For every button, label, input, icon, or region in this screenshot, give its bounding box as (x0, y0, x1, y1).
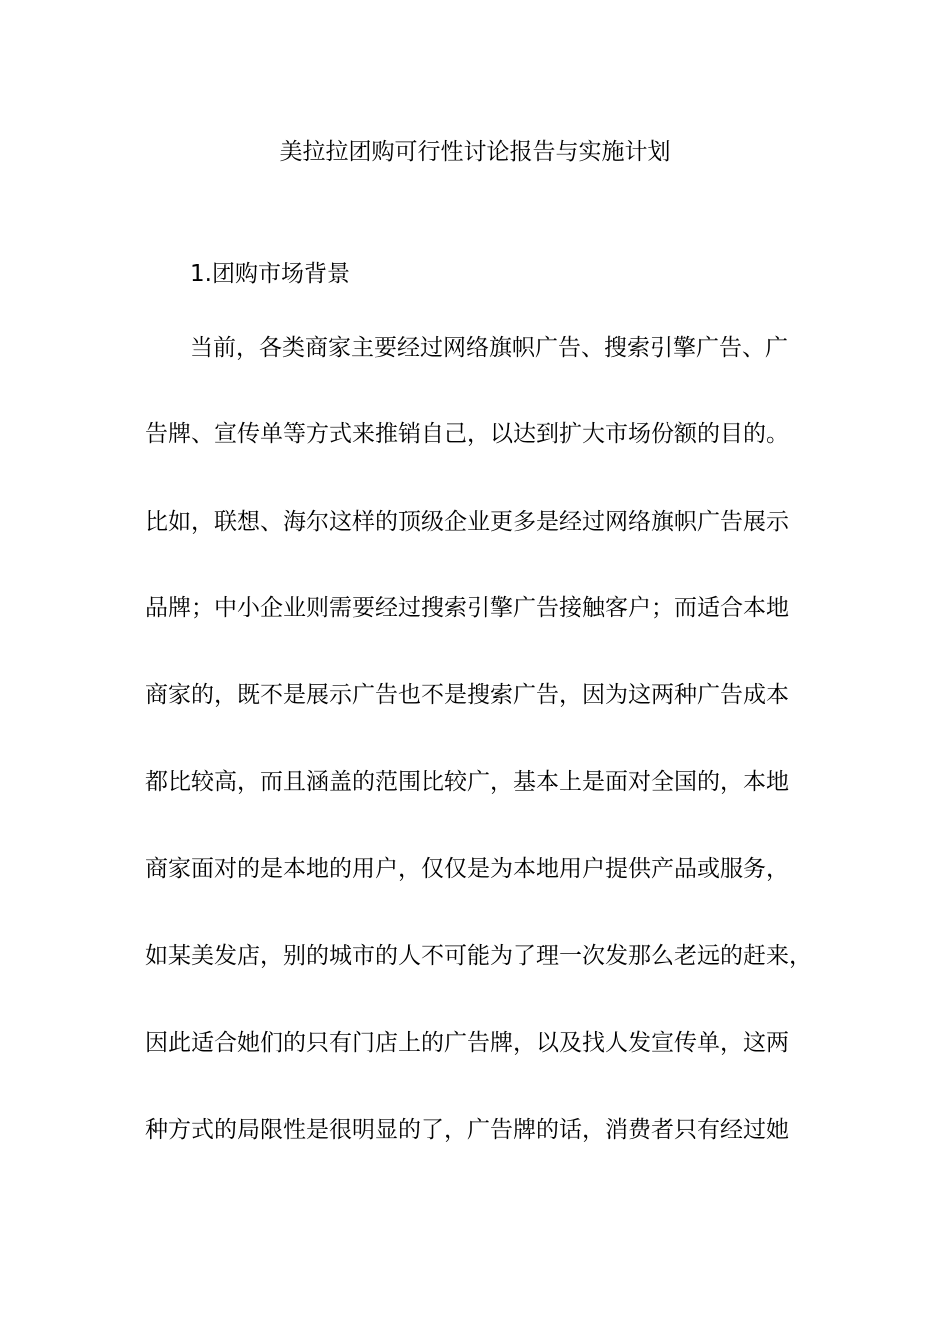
body-line: 品牌；中小企业则需要经过搜索引擎广告接触客户；而适合本地 (145, 595, 789, 621)
body-line: 商家面对的是本地的用户，仅仅是为本地用户提供产品或服务， (145, 856, 789, 882)
body-line: 当前，各类商家主要经过网络旗帜广告、搜索引擎广告、广 (190, 335, 788, 361)
body-line: 告牌、宣传单等方式来推销自己，以达到扩大市场份额的目的。 (145, 421, 789, 447)
body-line: 如某美发店，别的城市的人不可能为了理一次发那么老远的赶来， (145, 943, 812, 969)
document-title: 美拉拉团购可行性讨论报告与实施计划 (279, 139, 671, 165)
body-line: 商家的，既不是展示广告也不是搜索广告，因为这两种广告成本 (145, 682, 789, 708)
body-line: 种方式的局限性是很明显的了，广告牌的话，消费者只有经过她 (145, 1117, 789, 1143)
body-line: 因此适合她们的只有门店上的广告牌，以及找人发宣传单，这两 (145, 1030, 789, 1056)
body-line: 比如，联想、海尔这样的顶级企业更多是经过网络旗帜广告展示 (145, 509, 789, 535)
section-heading: 1.团购市场背景 (190, 261, 350, 287)
body-line: 都比较高，而且涵盖的范围比较广，基本上是面对全国的，本地 (145, 769, 789, 795)
